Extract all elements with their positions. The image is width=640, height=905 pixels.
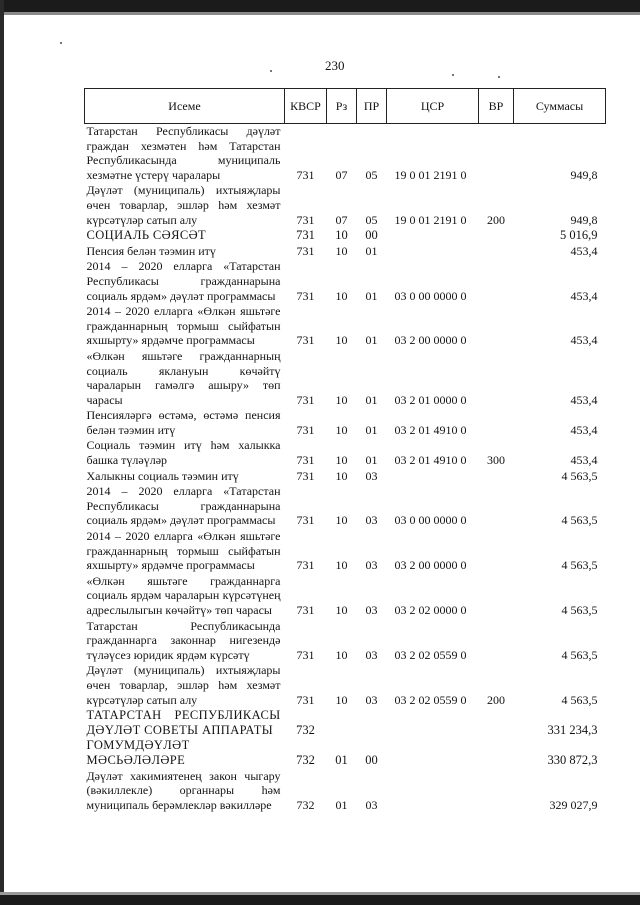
row-sum: 4 563,5 bbox=[561, 692, 598, 707]
row-vr bbox=[479, 259, 514, 304]
row-kvsr: 731 bbox=[296, 288, 315, 303]
scan-speck bbox=[452, 74, 454, 76]
scan-speck bbox=[270, 70, 272, 72]
row-rz: 10 bbox=[335, 228, 348, 243]
header-csr: ЦСР bbox=[387, 89, 479, 124]
row-vr bbox=[479, 708, 514, 738]
row-kvsr: 731 bbox=[296, 212, 315, 227]
row-pr: 01 bbox=[365, 392, 378, 407]
row-csr: 03 2 00 0000 0 bbox=[394, 333, 467, 348]
table-row bbox=[85, 663, 606, 708]
row-sum: 331 234,3 bbox=[547, 722, 598, 737]
budget-table bbox=[84, 88, 606, 813]
row-pr: 03 bbox=[365, 797, 378, 812]
scan-speck bbox=[60, 42, 62, 44]
table-row bbox=[85, 349, 606, 408]
table-row bbox=[85, 244, 606, 260]
table-row bbox=[85, 183, 606, 228]
table-row bbox=[85, 438, 606, 468]
row-name: 2014 – 2020 елларга «Өлкән яшьтәге гражданнарның тормыш сыйфатын яхшырту» ярдәмче программасы bbox=[86, 304, 281, 348]
row-pr bbox=[357, 708, 387, 738]
row-pr: 01 bbox=[365, 243, 378, 258]
scan-border-top bbox=[0, 0, 640, 12]
table-row bbox=[85, 619, 606, 664]
scan-border-top-shadow bbox=[0, 12, 640, 15]
row-kvsr: 731 bbox=[296, 392, 315, 407]
row-rz: 10 bbox=[335, 288, 348, 303]
row-rz: 10 bbox=[335, 647, 348, 662]
row-vr bbox=[479, 408, 514, 438]
row-pr: 03 bbox=[365, 513, 378, 528]
row-sum: 453,4 bbox=[570, 392, 598, 407]
table-row bbox=[85, 259, 606, 304]
row-rz: 07 bbox=[335, 212, 348, 227]
row-name: Дәүләт хакимиятенең закон чыгару (вәкиллекле) органнары һәм муниципаль берәмлекләр вәкилләре bbox=[86, 768, 281, 812]
row-pr: 01 bbox=[365, 288, 378, 303]
row-csr: 03 0 00 0000 0 bbox=[394, 288, 467, 303]
row-vr bbox=[479, 124, 514, 184]
row-name: СОЦИАЛЬ СӘЯСӘТ bbox=[86, 228, 207, 243]
row-rz: 10 bbox=[335, 333, 348, 348]
page-number: 230 bbox=[325, 58, 345, 73]
row-sum: 949,8 bbox=[570, 212, 598, 227]
row-vr bbox=[479, 304, 514, 349]
row-kvsr: 731 bbox=[296, 603, 315, 617]
row-pr: 00 bbox=[365, 752, 378, 767]
row-name: Татарстан Республикасы дәүләт граждан хезмәтен һәм Татарстан Республикасында муниципаль хезмәтне үстерү чаралары bbox=[86, 124, 281, 182]
row-pr: 01 bbox=[365, 333, 378, 348]
header-kvsr: КВСР bbox=[285, 89, 327, 124]
row-pr: 01 bbox=[365, 422, 378, 437]
row-csr: 03 2 02 0000 0 bbox=[394, 603, 467, 617]
table-row bbox=[85, 124, 606, 184]
header-name: Исеме bbox=[85, 89, 285, 124]
header-rz: Рз bbox=[327, 89, 357, 124]
row-name: Дәүләт (муниципаль) ихтыяҗлары өчен товарлар, эшләр һәм хезмәт күрсәтүләр сатып алу bbox=[86, 183, 281, 227]
row-rz: 01 bbox=[335, 797, 348, 812]
row-pr: 03 bbox=[365, 692, 378, 707]
row-name: Социаль тәэмин итү һәм халыкка башка түләүләр bbox=[86, 438, 281, 468]
row-csr: 03 2 02 0559 0 bbox=[394, 692, 467, 707]
row-vr bbox=[479, 574, 514, 619]
row-csr: 03 2 00 0000 0 bbox=[394, 558, 467, 573]
scan-border-bottom bbox=[0, 895, 640, 905]
table-row bbox=[85, 769, 606, 814]
row-vr bbox=[479, 469, 514, 485]
row-sum: 949,8 bbox=[570, 167, 598, 182]
row-vr bbox=[479, 769, 514, 814]
row-sum: 453,4 bbox=[570, 422, 598, 437]
row-pr: 01 bbox=[365, 453, 378, 468]
row-csr: 19 0 01 2191 0 bbox=[394, 212, 467, 227]
row-csr bbox=[387, 244, 479, 260]
row-rz: 10 bbox=[335, 603, 348, 617]
row-csr bbox=[387, 769, 479, 814]
row-csr bbox=[387, 708, 479, 738]
row-rz: 07 bbox=[335, 167, 348, 182]
table-row bbox=[85, 574, 606, 619]
row-sum: 4 563,5 bbox=[561, 603, 598, 617]
row-sum: 4 563,5 bbox=[561, 647, 598, 662]
row-csr bbox=[387, 469, 479, 485]
row-sum: 453,4 bbox=[570, 333, 598, 348]
row-vr bbox=[479, 619, 514, 664]
row-rz: 01 bbox=[335, 752, 348, 767]
row-pr: 05 bbox=[365, 212, 378, 227]
row-vr bbox=[479, 529, 514, 574]
row-pr: 03 bbox=[365, 603, 378, 617]
row-vr: 300 bbox=[487, 453, 505, 468]
table-row bbox=[85, 304, 606, 349]
row-vr bbox=[479, 228, 514, 244]
row-sum: 453,4 bbox=[570, 243, 598, 258]
row-vr bbox=[479, 349, 514, 408]
row-rz: 10 bbox=[335, 243, 348, 258]
header-pr: ПР bbox=[357, 89, 387, 124]
row-name: Халыкны социаль тәэмин итү bbox=[86, 468, 239, 483]
row-pr: 05 bbox=[365, 167, 378, 182]
row-name: Дәүләт (муниципаль) ихтыяҗлары өчен товарлар, эшләр һәм хезмәт күрсәтүләр сатып алу bbox=[86, 663, 281, 707]
row-rz: 10 bbox=[335, 422, 348, 437]
row-name: ГОМУМДӘҮЛӘТ МӘСЬӘЛӘЛӘРЕ bbox=[86, 738, 190, 767]
row-name: Пенсия белән тәэмин итү bbox=[86, 243, 216, 258]
row-name: Татарстан Республикасында гражданнарга законнар нигезендә түләүсез юридик ярдәм күрсәтү bbox=[86, 618, 281, 662]
row-rz bbox=[327, 708, 357, 738]
row-kvsr: 731 bbox=[296, 422, 315, 437]
row-sum: 330 872,3 bbox=[547, 752, 598, 767]
row-kvsr: 731 bbox=[296, 333, 315, 348]
row-name: 2014 – 2020 елларга «Татарстан Республикасы гражданнарына социаль ярдәм» дәүләт программасы bbox=[86, 259, 281, 303]
row-pr: 03 bbox=[365, 558, 378, 573]
row-kvsr: 731 bbox=[296, 243, 315, 258]
row-csr: 03 2 02 0559 0 bbox=[394, 647, 467, 662]
row-name: 2014 – 2020 елларга «Өлкән яшьтәге гражданнарның тормыш сыйфатын яхшырту» ярдәмче программасы bbox=[86, 529, 281, 573]
row-csr: 03 2 01 0000 0 bbox=[394, 392, 467, 407]
header-sum: Суммасы bbox=[514, 89, 606, 124]
table-row bbox=[85, 738, 606, 768]
row-vr bbox=[479, 484, 514, 529]
row-vr bbox=[479, 244, 514, 260]
row-sum: 4 563,5 bbox=[561, 513, 598, 528]
scan-border-left bbox=[0, 0, 4, 905]
row-csr: 03 2 01 4910 0 bbox=[394, 453, 467, 468]
row-csr bbox=[387, 738, 479, 768]
row-pr: 03 bbox=[365, 647, 378, 662]
table-row bbox=[85, 228, 606, 244]
row-rz: 10 bbox=[335, 513, 348, 528]
scan-border-bottom-shadow bbox=[0, 892, 640, 895]
row-kvsr: 732 bbox=[296, 797, 315, 812]
table-row bbox=[85, 469, 606, 485]
row-name: ТАТАРСТАН РЕСПУБЛИКАСЫ ДӘҮЛӘТ СОВЕТЫ АППАРАТЫ bbox=[86, 708, 281, 737]
row-kvsr: 731 bbox=[296, 558, 315, 573]
row-kvsr: 731 bbox=[296, 228, 315, 243]
row-sum: 329 027,9 bbox=[549, 797, 598, 812]
row-pr: 00 bbox=[365, 228, 378, 243]
header-vr: ВР bbox=[479, 89, 514, 124]
table-row bbox=[85, 408, 606, 438]
row-pr: 03 bbox=[365, 468, 378, 483]
row-kvsr: 731 bbox=[296, 513, 315, 528]
row-vr bbox=[479, 738, 514, 768]
table-header-row bbox=[85, 89, 606, 124]
row-kvsr: 732 bbox=[296, 722, 315, 737]
row-rz: 10 bbox=[335, 558, 348, 573]
row-kvsr: 731 bbox=[296, 468, 315, 483]
row-name: 2014 – 2020 елларга «Татарстан Республикасы гражданнарына социаль ярдәм» дәүләт программасы bbox=[86, 484, 281, 528]
row-kvsr: 732 bbox=[296, 752, 315, 767]
table-row bbox=[85, 708, 606, 738]
row-rz: 10 bbox=[335, 692, 348, 707]
row-name: «Өлкән яшьтәге гражданнарның социаль яклануын көчәйтү чараларын гамәлгә ашыру» төп чарасы bbox=[86, 348, 281, 407]
row-csr: 19 0 01 2191 0 bbox=[394, 167, 467, 182]
scan-speck bbox=[498, 76, 500, 78]
row-name: «Өлкән яшьтәге гражданнарга социаль ярдәм чараларын күрсәтүнең адреслылыгын көчәйтү» төп чарасы bbox=[86, 573, 281, 617]
row-sum: 453,4 bbox=[570, 288, 598, 303]
row-rz: 10 bbox=[335, 468, 348, 483]
row-kvsr: 731 bbox=[296, 453, 315, 468]
row-rz: 10 bbox=[335, 453, 348, 468]
row-sum: 4 563,5 bbox=[561, 558, 598, 573]
row-vr: 200 bbox=[487, 212, 505, 227]
row-rz: 10 bbox=[335, 392, 348, 407]
row-sum: 453,4 bbox=[570, 453, 598, 468]
row-kvsr: 731 bbox=[296, 647, 315, 662]
row-kvsr: 731 bbox=[296, 167, 315, 182]
row-kvsr: 731 bbox=[296, 692, 315, 707]
row-sum: 5 016,9 bbox=[560, 228, 598, 243]
row-vr: 200 bbox=[487, 692, 505, 707]
row-sum: 4 563,5 bbox=[561, 468, 598, 483]
row-name: Пенсияләргә өстәмә, өстәмә пенсия белән тәэмин итү bbox=[86, 408, 281, 437]
table-row bbox=[85, 484, 606, 529]
row-csr: 03 0 00 0000 0 bbox=[394, 513, 467, 528]
table-row bbox=[85, 529, 606, 574]
row-csr: 03 2 01 4910 0 bbox=[394, 422, 467, 437]
row-csr bbox=[387, 228, 479, 244]
